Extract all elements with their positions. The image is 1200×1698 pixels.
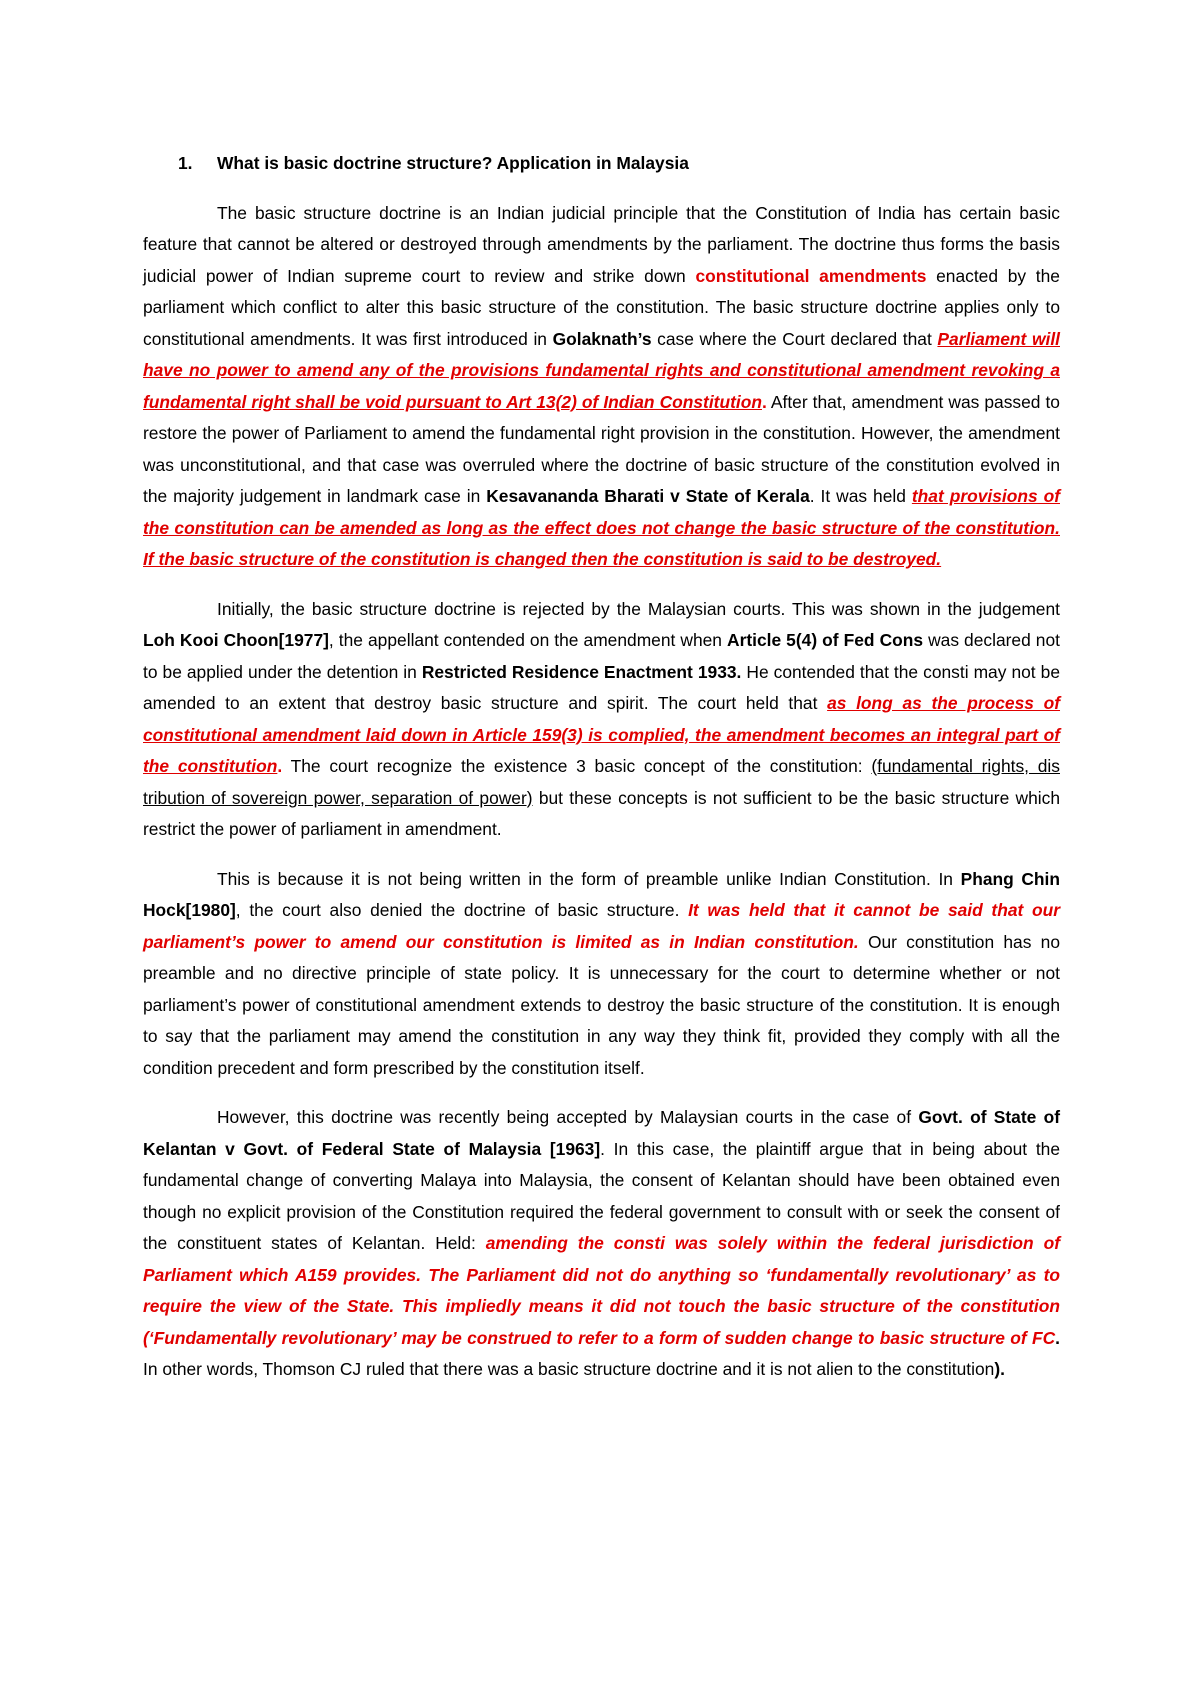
document-body [143, 148, 1060, 1404]
case-name: Govt. of State of Kelantan v Govt. of Federal State of Malaysia [1963] [143, 1107, 1060, 1159]
heading-text: What is basic doctrine structure? Application in Malaysia [217, 153, 689, 173]
text: The court recognize the existence 3 basic concept of the constitution: [282, 756, 872, 776]
highlight-term: constitutional amendments [695, 265, 927, 286]
text: This is because it is not being written in the form of preamble unlike Indian Constitution. In [217, 868, 961, 889]
text: After that, amendment was passed to restore the power of Parliament to amend the fundamental right provision in the constitution. However, the amendment was unconstitutional, and that case was overruled where the doctrine of basic structure of the constitution evolved in the majority judgement in landmark case in [143, 391, 1060, 506]
text: , the appellant contended on the amendment when [328, 630, 728, 650]
text: In other words, Thomson CJ ruled that there was a basic structure doctrine and it is not alien to the constitution [143, 1359, 995, 1379]
punctuation: ). [994, 1359, 1005, 1379]
section-heading [143, 148, 1060, 180]
statute-reference: Restricted Residence Enactment 1933. [421, 661, 742, 682]
case-name: Kesavananda Bharati v State of Kerala [486, 486, 810, 506]
underlined-concepts: (fundamental rights, dis tribution of sovereign power, separation of power) [143, 756, 1060, 808]
case-name: Golaknath’s [552, 328, 652, 349]
text: but these concepts is not sufficient to be the basic structure which restrict the power of parliament in amendment. [143, 787, 1060, 839]
text: Initially, the basic structure doctrine is rejected by the Malaysian courts. This was shown in the judgement [217, 598, 1060, 619]
case-name: Phang Chin Hock[1980] [143, 868, 1061, 920]
punctuation: . [761, 391, 767, 412]
paragraph-3 [143, 864, 1060, 1085]
text: case where the Court declared that [651, 328, 938, 349]
text: . In this case, the plaintiff argue that in being about the fundamental change of converting Malaya into Malaysia, the consent of Kelantan should have been obtained even though no explicit provision of the Constitution required the federal government to consult with or seek the consent of the constituent states of Kelantan. Held: [143, 1138, 1060, 1253]
case-name: Loh Kooi Choon[1977] [143, 630, 329, 650]
text: However, this doctrine was recently being accepted by Malaysian courts in the case of [217, 1107, 919, 1127]
text: , the court also denied the doctrine of basic structure. [235, 900, 689, 920]
punctuation: . [277, 756, 283, 776]
statute-reference: Article 5(4) of Fed Cons [727, 630, 924, 650]
text: enacted by the parliament which conflict to alter this basic structure of the constitution. The basic structure doctrine applies only to constitutional amendments. It was first introduced in [143, 265, 1060, 349]
paragraph-4 [143, 1102, 1060, 1386]
holding-quote: amending the consti was solely within the federal jurisdiction of Parliament which A159 provides. The Parliament did not do anything so ‘fundamentally revolutionary’ as to require the view of the State. This impliedly means it did not touch the basic structure of the constitution (‘Fundamentally revolutionary’ may be construed to refer to a form of sudden change to basic structure of FC [143, 1233, 1060, 1348]
text: Our constitution has no preamble and no directive principle of state policy. It is unnecessary for the court to determine whether or not parliament’s power of constitutional amendment extends to destroy the basic structure of the constitution. It is enough to say that the parliament may amend the constitution in any way they think fit, provided they comply with all the condition precedent and form prescribed by the constitution itself. [143, 931, 1060, 1078]
punctuation: . [1055, 1327, 1060, 1348]
holding-quote: Parliament will have no power to amend any of the provisions fundamental rights and constitutional amendment revoking a fundamental right shall be void pursuant to Art 13(2) of Indian Constitution [143, 328, 1060, 412]
text: The basic structure doctrine is an Indian judicial principle that the Constitution of India has certain basic feature that cannot be altered or destroyed through amendments by the parliament. The doctrine thus forms the basis judicial power of Indian supreme court to review and strike down [143, 202, 1060, 286]
holding-quote: that provisions of the constitution can be amended as long as the effect does not change the basic structure of the constitution. If the basic structure of the constitution is changed then the constitution is said to be destroyed. [143, 486, 1060, 569]
text: He contended that the consti may not be amended to an extent that destroy basic structure and spirit. The court held that [143, 661, 1060, 713]
holding-quote: as long as the process of constitutional amendment laid down in Article 159(3) is complied, the amendment becomes an integral part of the constitution [143, 693, 1061, 776]
paragraph-2 [143, 594, 1060, 846]
holding-quote: It was held that it cannot be said that our parliament’s power to amend our constitution is limited as in Indian constitution. [143, 900, 1060, 952]
text: was declared not to be applied under the detention in [143, 630, 1060, 682]
text: . It was held [809, 486, 912, 506]
paragraph-1 [143, 198, 1060, 576]
heading-number: 1. [178, 153, 193, 173]
